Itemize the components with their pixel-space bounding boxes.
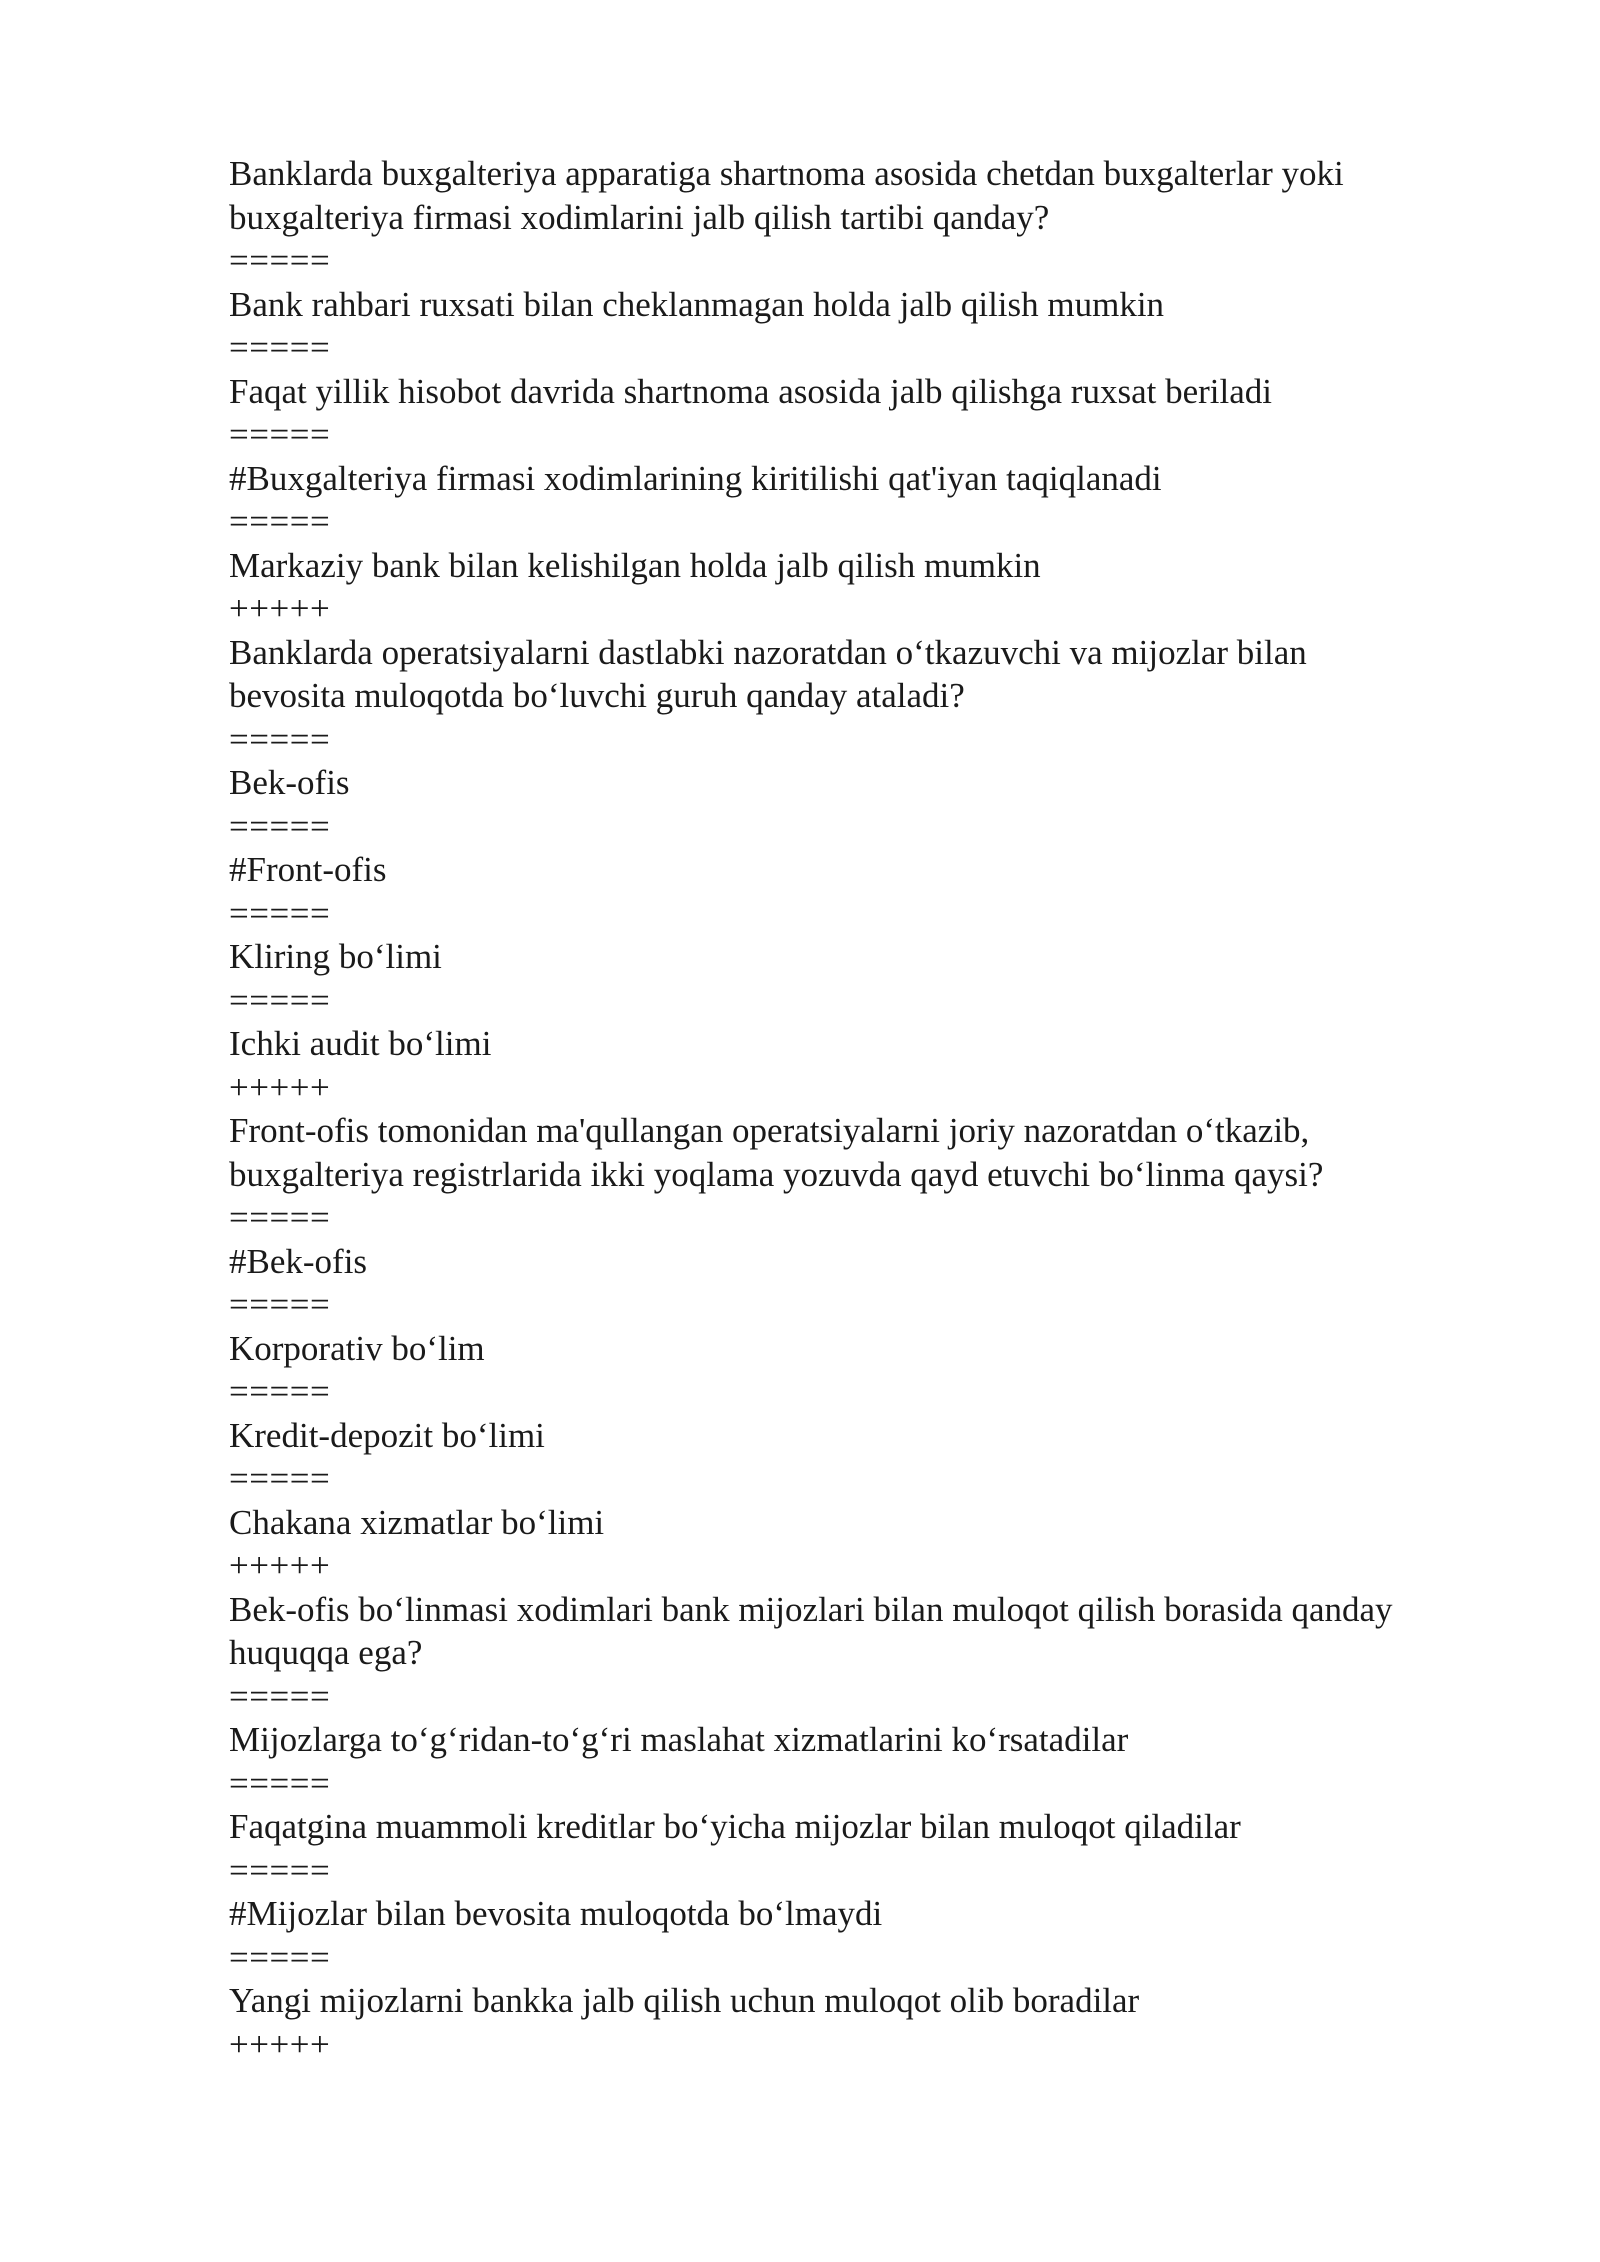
- answer-separator: =====: [229, 328, 331, 367]
- answer-separator: =====: [229, 1372, 331, 1411]
- answer-option: Bek-ofis: [229, 763, 350, 802]
- answer-separator: =====: [229, 1198, 331, 1237]
- answer-option: Korporativ bo‘lim: [229, 1328, 485, 1368]
- answer-separator: =====: [229, 1459, 331, 1498]
- answer-option: Ichki audit bo‘limi: [229, 1024, 492, 1063]
- answer-option: Chakana xizmatlar bo‘limi: [229, 1502, 605, 1542]
- answer-separator: =====: [229, 719, 331, 759]
- answer-option: Faqatgina muammoli kreditlar bo‘yicha mijozlar bilan muloqot qiladilar: [229, 1807, 1241, 1846]
- answer-option: Mijozlarga to‘g‘ridan-to‘g‘ri maslahat xizmatlarini ko‘rsatadilar: [229, 1720, 1129, 1759]
- question-4-line-2: huquqqa ega?: [229, 1633, 423, 1672]
- answer-separator: =====: [229, 415, 331, 454]
- question-2-line-1: Banklarda operatsiyalarni dastlabki nazoratdan o‘tkazuvchi va mijozlar bilan: [229, 632, 1307, 672]
- answer-option: Kredit-depozit bo‘limi: [229, 1415, 545, 1455]
- answer-separator: =====: [229, 1937, 331, 1977]
- answer-option: Markaziy bank bilan kelishilgan holda jalb qilish mumkin: [229, 545, 1041, 585]
- answer-option-correct: #Buxgalteriya firmasi xodimlarining kiritilishi qat'iyan taqiqlanadi: [229, 458, 1162, 498]
- answer-option-correct: #Bek-ofis: [229, 1241, 368, 1281]
- answer-separator: =====: [229, 1850, 331, 1890]
- question-3-line-1: Front-ofis tomonidan ma'qullangan operatsiyalarni joriy nazoratdan o‘tkazib,: [229, 1111, 1310, 1150]
- question-1-line-2: buxgalteriya firmasi xodimlarini jalb qilish tartibi qanday?: [229, 197, 1050, 237]
- answer-option: Faqat yillik hisobot davrida shartnoma asosida jalb qilishga ruxsat beriladi: [229, 371, 1272, 411]
- question-1-line-1: Banklarda buxgalteriya apparatiga shartnoma asosida chetdan buxgalterlar yoki: [229, 154, 1344, 193]
- answer-option-correct: #Front-ofis: [229, 850, 387, 889]
- question-separator: +++++: [229, 589, 331, 628]
- question-2-line-2: bevosita muloqotda bo‘luvchi guruh qanday ataladi?: [229, 676, 965, 715]
- question-4-line-1: Bek-ofis bo‘linmasi xodimlari bank mijozlari bilan muloqot qilish borasida qanday: [229, 1589, 1393, 1629]
- question-separator: +++++: [229, 1067, 331, 1107]
- answer-separator: =====: [229, 980, 331, 1020]
- answer-separator: =====: [229, 893, 331, 933]
- question-3-line-2: buxgalteriya registrlarida ikki yoqlama yozuvda qayd etuvchi bo‘linma qaysi?: [229, 1154, 1324, 1194]
- answer-separator: =====: [229, 806, 331, 846]
- answer-separator: =====: [229, 1763, 331, 1803]
- answer-separator: =====: [229, 1676, 331, 1716]
- answer-separator: =====: [229, 1285, 331, 1324]
- answer-option: Yangi mijozlarni bankka jalb qilish uchun muloqot olib boradilar: [229, 1981, 1140, 2020]
- question-separator: +++++: [229, 2024, 331, 2064]
- answer-option-correct: #Mijozlar bilan bevosita muloqotda bo‘lmaydi: [229, 1894, 883, 1933]
- answer-separator: =====: [229, 241, 331, 280]
- answer-option: Kliring bo‘limi: [229, 937, 442, 976]
- answer-option: Bank rahbari ruxsati bilan cheklanmagan holda jalb qilish mumkin: [229, 284, 1165, 324]
- answer-separator: =====: [229, 502, 331, 541]
- document-page: [229, 152, 1519, 2066]
- question-separator: +++++: [229, 1546, 331, 1585]
